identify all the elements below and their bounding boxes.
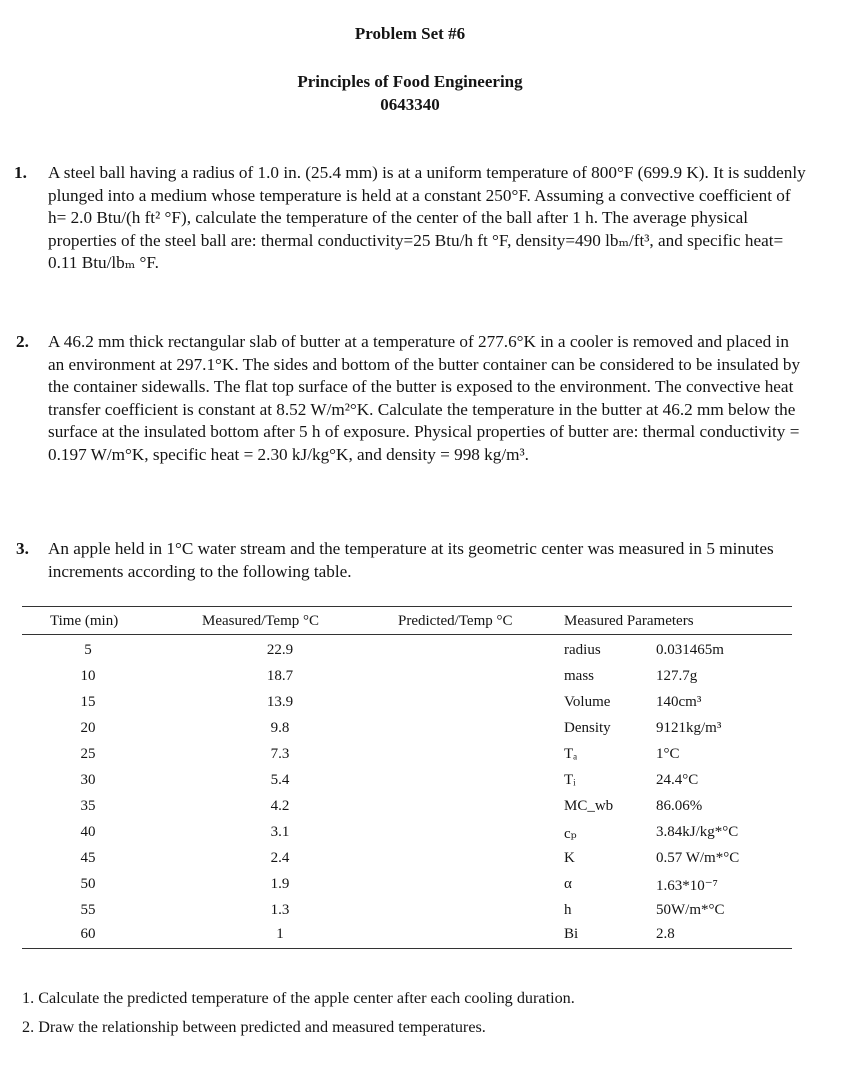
- time-cell: 10: [80, 668, 96, 684]
- time-cell: 40: [80, 824, 96, 840]
- header-measured-temp: Measured/Temp °C: [202, 613, 320, 629]
- problem-3: [16, 538, 808, 583]
- parameter-value-cell: 1°C: [656, 746, 680, 762]
- parameter-name-cell: Bi: [564, 926, 579, 942]
- parameter-value-cell: 0.031465m: [656, 642, 724, 658]
- parameter-name-cell: K: [564, 850, 575, 866]
- table-row: [22, 642, 792, 668]
- time-cell: 45: [80, 850, 96, 866]
- time-cell: 60: [80, 926, 96, 942]
- parameter-value-cell: 24.4°C: [656, 772, 699, 788]
- time-cell: 20: [80, 720, 96, 736]
- measured-temp-cell: 1.9: [270, 876, 290, 892]
- header-time: Time (min): [50, 613, 119, 629]
- table-row: [22, 746, 792, 772]
- parameter-name-cell: Density: [564, 720, 611, 736]
- parameter-value-cell: 50W/m*°C: [656, 902, 725, 918]
- measured-temp-cell: 9.8: [270, 720, 290, 736]
- measured-temp-cell: 22.9: [266, 642, 294, 658]
- problem-1: [14, 162, 808, 275]
- problem-text: A steel ball having a radius of 1.0 in. (25.4 mm) is at a uniform temperature of 800°F (699.9 K). It is suddenly plunged into a medium whose temperature is held at a constant 250°F. Assuming a convective coefficient of h= 2.0 Btu/(h ft² °F), calculate the temperature of the center of the ball after 1 h. The average physical properties of the steel ball are: thermal conductivity=25 Btu/h ft °F, density=490 lbₘ/ft³, and specific heat= 0.11 Btu/lbₘ °F.: [48, 163, 806, 273]
- time-cell: 15: [80, 694, 96, 710]
- parameter-name-cell: cₚ: [564, 826, 577, 842]
- table-row: [22, 824, 792, 850]
- measured-temp-cell: 2.4: [270, 850, 290, 866]
- problem-number: 2.: [16, 332, 29, 351]
- table-row: [22, 694, 792, 720]
- page-title: Problem Set #6: [354, 24, 466, 43]
- measured-temp-cell: 7.3: [270, 746, 290, 762]
- table-row: [22, 720, 792, 746]
- header-measured-parameters: Measured Parameters: [564, 613, 694, 629]
- parameter-value-cell: 3.84kJ/kg*°C: [656, 824, 739, 840]
- time-cell: 5: [84, 642, 92, 658]
- header-predicted-temp: Predicted/Temp °C: [398, 613, 513, 629]
- time-cell: 50: [80, 876, 96, 892]
- problem-number: 1.: [14, 163, 27, 182]
- question-list: [22, 984, 575, 1042]
- time-cell: 35: [80, 798, 96, 814]
- parameter-name-cell: mass: [564, 668, 594, 684]
- measured-temp-cell: 3.1: [270, 824, 290, 840]
- table-header-rule: [22, 634, 792, 635]
- parameter-name-cell: h: [564, 902, 572, 918]
- parameter-value-cell: 1.63*10⁻⁷: [656, 878, 718, 894]
- measured-temp-cell: 5.4: [270, 772, 290, 788]
- parameter-name-cell: MC_wb: [564, 798, 614, 814]
- course-code: 0643340: [380, 95, 440, 114]
- table-row: [22, 876, 792, 902]
- table-row: [22, 772, 792, 798]
- time-cell: 30: [80, 772, 96, 788]
- parameter-name-cell: radius: [564, 642, 601, 658]
- measured-temp-cell: 1.3: [270, 902, 290, 918]
- question-1: 1. Calculate the predicted temperature of the apple center after each cooling duration.: [22, 989, 575, 1007]
- problem-text: A 46.2 mm thick rectangular slab of butter at a temperature of 277.6°K in a cooler is removed and placed in an environment at 297.1°K. The sides and bottom of the butter container can be considered to be insulated by the container sidewalls. The flat top surface of the butter is exposed to the environment. The convective heat transfer coefficient is constant at 8.52 W/m²°K. Calculate the temperature in the butter at 46.2 mm below the surface at the insulated bottom after 5 h of exposure. Physical properties of butter are: thermal conductivity = 0.197 W/m°K, specific heat = 2.30 kJ/kg°K, and density = 998 kg/m³.: [48, 332, 801, 464]
- time-cell: 55: [80, 902, 96, 918]
- parameter-value-cell: 0.57 W/m*°C: [656, 850, 740, 866]
- question-2: 2. Draw the relationship between predicted and measured temperatures.: [22, 1018, 486, 1036]
- parameter-value-cell: 9121kg/m³: [656, 720, 722, 736]
- parameter-name-cell: Tₐ: [564, 746, 578, 762]
- parameter-value-cell: 140cm³: [656, 694, 702, 710]
- measured-temp-cell: 1: [276, 926, 284, 942]
- table-bottom-rule: [22, 948, 792, 949]
- problem-text: An apple held in 1°C water stream and the temperature at its geometric center was measured in 5 minutes increments according to the following table.: [48, 539, 774, 581]
- parameter-value-cell: 86.06%: [656, 798, 703, 814]
- parameter-name-cell: α: [564, 876, 572, 892]
- parameter-value-cell: 127.7g: [656, 668, 698, 684]
- time-cell: 25: [80, 746, 96, 762]
- measured-temp-cell: 13.9: [266, 694, 294, 710]
- table-row: [22, 668, 792, 694]
- table-top-rule: [22, 606, 792, 607]
- measured-temp-cell: 4.2: [270, 798, 290, 814]
- course-header: [0, 70, 820, 116]
- table-row: [22, 850, 792, 876]
- measured-temp-cell: 18.7: [266, 668, 294, 684]
- problem-2: [16, 331, 808, 467]
- course-name: Principles of Food Engineering: [297, 72, 523, 91]
- problem-number: 3.: [16, 539, 29, 558]
- table-row: [22, 798, 792, 824]
- table-row: [22, 902, 792, 928]
- parameter-name-cell: Volume: [564, 694, 611, 710]
- parameter-value-cell: 2.8: [656, 926, 675, 942]
- parameter-name-cell: Tᵢ: [564, 772, 576, 788]
